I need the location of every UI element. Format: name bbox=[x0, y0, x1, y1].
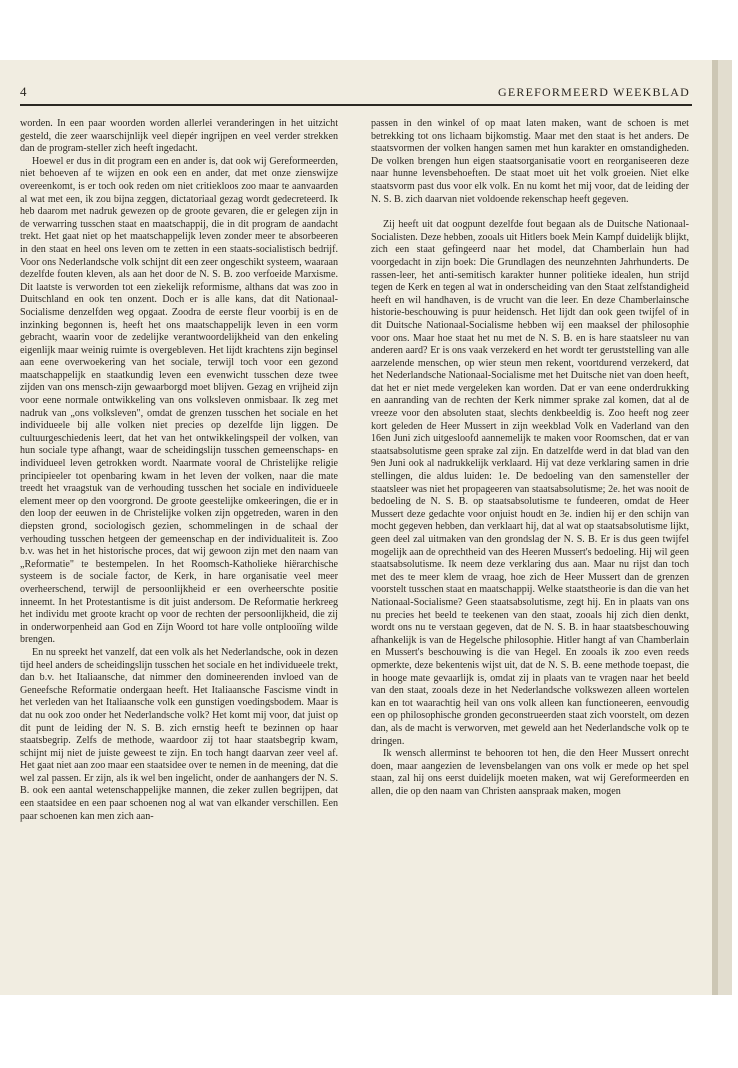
header-rule bbox=[20, 104, 692, 106]
paragraph: Hoewel er dus in dit program een en ander is, dat ook wij Gereformeerden, niet behoeven af te wijzen en ook een en ander, dat met onze zienswijze overeenkomt, is er toch ook reden om niet critiekloos zoo maar te aanvaarden al wat met een, ik zou bijna zeggen, dictatoriaal gezag wordt gedecreteerd. Ik heb daarom met nadruk gewezen op de groote gevaren, die er gelegen zijn in de verwarring tusschen staat en maatschappij, die in dit program de aandacht trekt. Het gaat niet op het maatschappelijk leven zonder meer te absorbeeren in den staat en heel ons leven om te zetten in een staats-socialistisch bedrijf. Voor ons Nederlandsche volk schijnt dit een zeer ongeschikt systeem, waaraan dezelfde fouten kleven, als aan het door de N. S. B. zoo verfoeide Marxisme. Dit laatste is verworden tot een ziekelijk reformisme, althans dat was zoo in Duitschland en ook ten onzent. Doch er is alle kans, dat dit Nationaal-Socialisme denzelfden weg opgaat. Zoodra de eerste fleur voorbij is en de inzinking begonnen is, heeft het ons maatschappelijk leven in een vorm gebracht, waarin voor de zedelijke verantwoordelijkheid van den enkeling eigenlijk maar weinig ruimte is overgebleven. Het lijdt krachtens zijn beginsel aan eene overwoekering van het sociale, terwijl toch voor een gezond maatschappelijk en staatkundig leven een evenwicht tusschen deze twee zijden van ons mensch-zijn gewaarborgd moet blijven. Gezag en vrijheid zijn voor eene normale ontwikkeling van ons volksleven onmisbaar. Ik zeg met nadruk van „ons volksleven", omdat de grenzen tusschen het sociale en het individueele bij alle volken niet precies op dezelfde lijn liggen. De cultuurgeschiedenis leert, dat het van het ontwikkelingspeil der volken, van hun sociale type afhangt, waar de scheidingslijn tusschen gemeenschaps- en individueel leven getrokken wordt. Naarmate vooral de Christelijke religie principieeler tot openbaring kwam in het leven der volken, naar die mate treedt het vraagstuk van de verhouding tusschen het sociale en individueele element meer op den voorgrond. De groote geestelijke omkeeringen, die er in den loop der eeuwen in de Christelijke volken zijn opgetreden, waren in den diepsten grond, sociologisch gezien, schommelingen in de schaal der verhouding tusschen hetgeen der gemeenschap en der individualiteit is. Zoo b.v. was het in het historische proces, dat wij gewoon zijn met den naam van „Reformatie" te bestempelen. In het Roomsch-Katholieke hiërarchische systeem is de sociale factor, de Kerk, in hare organisatie veel meer overheerschend, terwijl de persoonlijkheid er een overheerschte positie inneemt. In het Protestantisme is dit juist andersom. De Reformatie herkreeg het individu met groote kracht op voor de rechten der persoonlijkheid, die zij in onderworpenheid aan God en Zijn Woord tot hare volle ontplooiïng wilde brengen. bbox=[20, 155, 338, 646]
page-edge bbox=[718, 60, 732, 995]
journal-title: GEREFORMEERD WEEKBLAD bbox=[498, 85, 690, 99]
page-header bbox=[20, 84, 690, 106]
right-column bbox=[371, 118, 689, 798]
paragraph: passen in den winkel of op maat laten maken, want de schoen is met betrekking tot ons lichaam bijkomstig. Maar met den staat is het anders. De staatsvormen der volken hangen samen met hun karakter en omstandigheden. De volken brengen hun eigen staatsorganisatie voort en reorganiseeren deze naar hunne levensbehoeften. De staat moet uit het volk groeien. Niet elke staatsvorm past dus voor elk volk. En nu komt het mij voor, dat de leiding der N. S. B. zich daarvan niet voldoende rekenschap heeft gegeven. bbox=[371, 118, 689, 205]
page-number: 4 bbox=[20, 84, 27, 99]
paragraph: Ik wensch allerminst te behooren tot hen, die den Heer Mussert onrecht doen, maar aangezien de levensbelangen van ons volk er mede op het spel staan, zal hij ons eerst duidelijk moeten maken, wat wij Gereformeerden en allen, die op den naam van Christen aanspraak maken, mogen bbox=[371, 748, 689, 797]
paragraph: En nu spreekt het vanzelf, dat een volk als het Nederlandsche, ook in dezen tijd heel anders de scheidingslijn tusschen het sociale en het individueele trekt, dan b.v. het Italiaansche, dat nimmer den domineerenden invloed van de Geneefsche Reformatie ondergaan heeft. Het Italiaansche Fascisme vindt in het verleden van het Italiaansche volk een gunstigen voedingsbodem. Maar is dat nu ook zoo onder het Nederlandsche volk? Het komt mij voor, dat juist op dit punt de leiding der N. S. B. zich ernstig heeft te bezinnen op haar staatsbegrip. Zelfs de methode, waardoor zij tot haar staatsbegrip kwam, schijnt mij niet de juiste geweest te zijn. En toch hangt daarvan zeer veel af. Het gaat niet aan zoo maar een staatsidee over te nemen in de meening, dat die wel zal passen. Er zijn, als ik wel ben ingelicht, onder de aanhangers der N. S. B. ook een aantal wetenschappelijke mannen, die zeker zullen begrijpen, dat een staatsidee en een paar schoenen nog al wat van elkander verschillen. Een paar schoenen kan men zich aan- bbox=[20, 646, 338, 822]
paragraph: worden. In een paar woorden worden allerlei veranderingen in het uitzicht gesteld, die zeer waarschijnlijk veel diepér ingrijpen en veel verder strekken dan de program-steller zich heeft ingedacht. bbox=[20, 118, 338, 155]
paragraph: Zij heeft uit dat oogpunt dezelfde fout begaan als de Duitsche Nationaal-Socialisten. Deze hebben, zooals uit Hitlers boek Mein Kampf duidelijk blijkt, zich een staat gefingeerd naar het model, dat Chamberlain hun had voorgedacht in zijn boek: Die Grundlagen des neunzehnten Jahrhunderts. De rassen-leer, het anti-semitisch karakter hunner politieke idealen, hun strijd tegen de Kerk en tegen al wat in onderscheiding van den Staat zelfstandigheid heeft en wil handhaven, is de vrucht van die leer. En deze Chamberlainsche historie-beschouwing is puur heidensch. Het lijdt dan ook geen twijfel of in dit Duitsche Nationaal-Socialisme hebben wij een maaksel der philosophie voor ons. Maar hoe staat het nu met de N. S. B. en is hare staatsleer nu van anderen aard? Er is ons vaak verzekerd en het wordt ter geruststelling van alle aarzelende menschen, op wier steun men rekent, voortdurend verzekerd, dat het Nederlandsche Nationaal-Socialisme met het Duitsche niet van doen heeft, dat het er niet mede vergeleken kan worden. Dat er van eene onderdrukking en aanranding van de rechten der Kerk nimmer sprake zal komen, dat al de vreeze voor den absoluten staat, slechts denkbeeldig is. Zoo heeft nog zeer kort geleden de Heer Mussert in zijn weekblad Volk en Vaderland van den 16en Juni zich uitgesloofd aannemelijk te maken voor Roomschen, dat er van staatsabsolutisme geen sprake zal zijn. En datzelfde werd in dat blad van den 9en Juni ook al nadrukkelijk verklaard. Hij vat deze verklaring samen in drie stellingen, die aldus luiden: 1e. De bedoeling van den samensteller der staatsleer was niet het propageeren van staatsabsolutisme; 2e. het was nooit de bedoeling de N. S. B. op staatsabsolutisme te fundeeren, omdat de Heer Mussert deze gedachte voor onjuist houdt en 3e. indien hij er den schijn van mocht gegeven hebben, dan verklaart hij, dat al wat op staatsabsolutisme lijkt, geen deel zal uitmaken van den grondslag der N. S. B. Er is dus geen twijfel mogelijk aan de oprechtheid van des Heeren Mussert's bedoeling. Hij wil geen staatsabsolutisme. Ik neem deze verklaring dus aan. Maar nu rijst dan toch met des te meer klem de vraag, hoe zich de Heer Mussert dan de grenzen voorstelt tusschen staat en maatschappij. Welke staatstheorie is dan die van het Nationaal-Socialisme? Geen staatsabsolutisme, zegt hij. En in plaats van ons nu precies het beeld te teekenen van den staat, zooals hij zich dien denkt, wordt ons nu te verstaan gegeven, dat de N. S. B. in haar staatsbeschouwing afhankelijk is van de Hegelsche philosophie. Hitler hangt af van Chamberlain en Mussert's beschouwing is die van Hegel. En zooals ik zoo even reeds opmerkte, deze bekentenis wijst uit, dat de N. S. B. eene methode toepast, die in hooge mate gevaarlijk is, omdat zij in plaats van te vragen naar het beeld van den staat, zooals deze in het Nederlandsche volkswezen alleen wortelen kan en tot waarachtig heil van ons volk alleen kan functioneeren, eenvoudig een op philosophische gronden geconstrueerden staat zich voorstelt, om dezen dan, als de macht is verworven, met geweld aan het Nederlandsche volk op te dringen. bbox=[371, 219, 689, 747]
left-column bbox=[20, 118, 338, 823]
